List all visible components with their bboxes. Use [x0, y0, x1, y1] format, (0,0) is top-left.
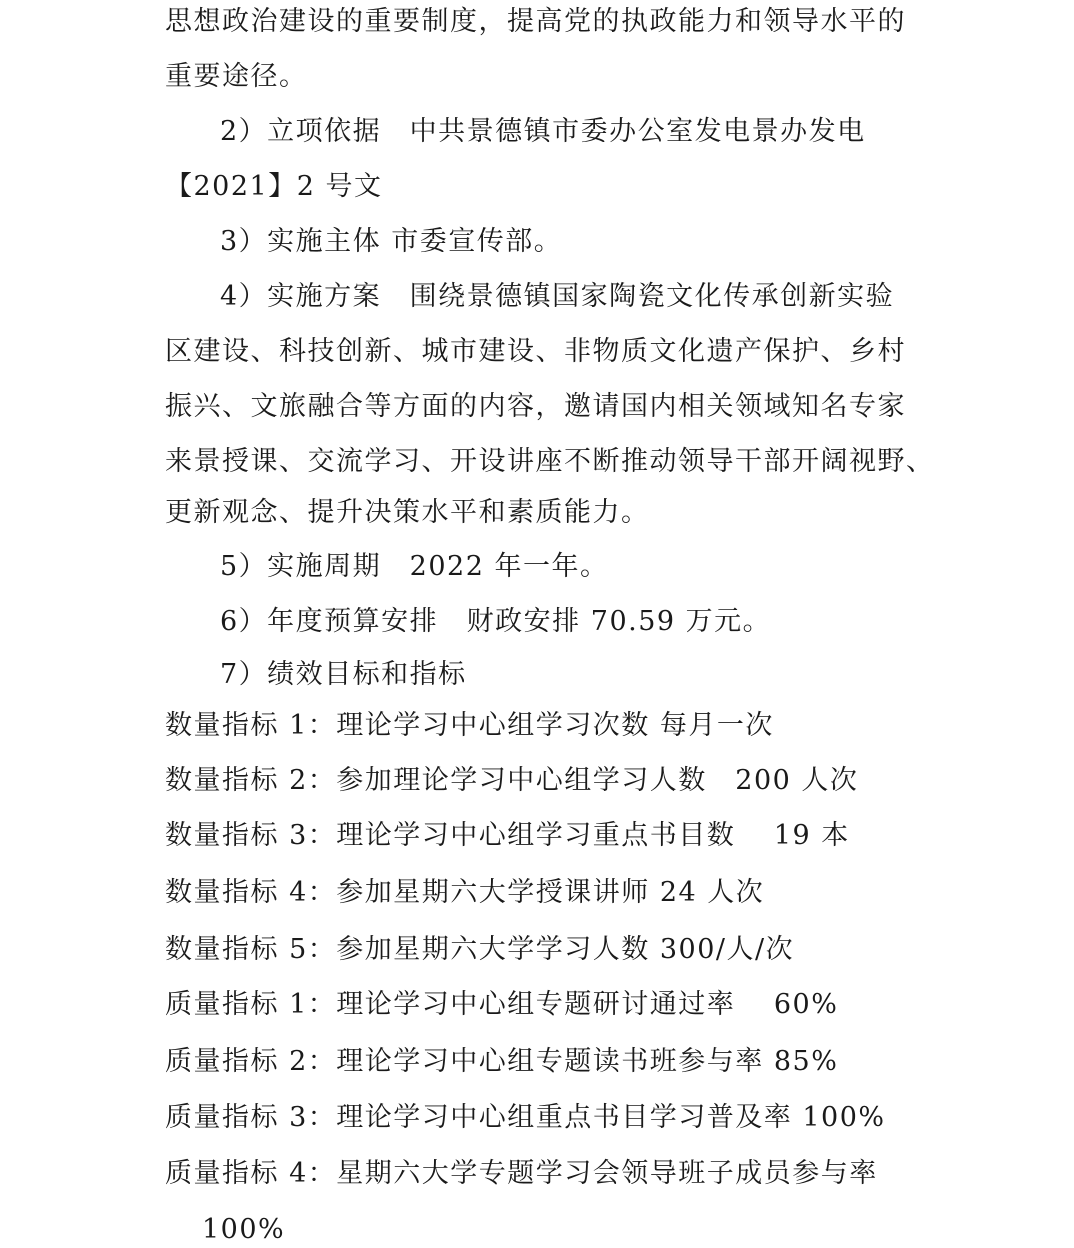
quantity-indicator-3: 数量指标 3：理论学习中心组学习重点书目数 19 本 [165, 820, 850, 851]
paragraph-line: 【2021】2 号文 [165, 171, 383, 202]
paragraph-line: 重要途径。 [165, 61, 308, 92]
section-project-basis: 2）立项依据 中共景德镇市委办公室发电景办发电 [220, 116, 866, 147]
quality-indicator-2: 质量指标 2：理论学习中心组专题读书班参与率 85% [165, 1046, 839, 1077]
quantity-indicator-1: 数量指标 1：理论学习中心组学习次数 每月一次 [165, 710, 774, 741]
paragraph-line: 振兴、文旅融合等方面的内容，邀请国内相关领域知名专家 [165, 391, 906, 422]
section-annual-budget: 6）年度预算安排 财政安排 70.59 万元。 [220, 606, 772, 637]
paragraph-line: 更新观念、提升决策水平和素质能力。 [165, 497, 650, 528]
section-implementation-plan: 4）实施方案 围绕景德镇国家陶瓷文化传承创新实验 [220, 281, 895, 312]
quality-indicator-4: 质量指标 4：星期六大学专题学习会领导班子成员参与率 [165, 1158, 878, 1189]
paragraph-line: 思想政治建设的重要制度，提高党的执政能力和领导水平的 [165, 6, 906, 37]
quality-indicator-1: 质量指标 1：理论学习中心组专题研讨通过率 60% [165, 989, 839, 1020]
quality-indicator-4-value: 100% [202, 1214, 286, 1245]
quantity-indicator-4: 数量指标 4：参加星期六大学授课讲师 24 人次 [165, 877, 765, 908]
quantity-indicator-5: 数量指标 5：参加星期六大学学习人数 300/人/次 [165, 934, 795, 965]
section-performance-targets: 7）绩效目标和指标 [220, 659, 467, 690]
section-implementing-body: 3）实施主体 市委宣传部。 [220, 226, 563, 257]
quality-indicator-3: 质量指标 3：理论学习中心组重点书目学习普及率 100% [165, 1102, 886, 1133]
paragraph-line: 来景授课、交流学习、开设讲座不断推动领导干部开阔视野、 [165, 446, 935, 477]
section-implementation-period: 5）实施周期 2022 年一年。 [220, 551, 609, 582]
quantity-indicator-2: 数量指标 2：参加理论学习中心组学习人数 200 人次 [165, 765, 859, 796]
paragraph-line: 区建设、科技创新、城市建设、非物质文化遗产保护、乡村 [165, 336, 906, 367]
